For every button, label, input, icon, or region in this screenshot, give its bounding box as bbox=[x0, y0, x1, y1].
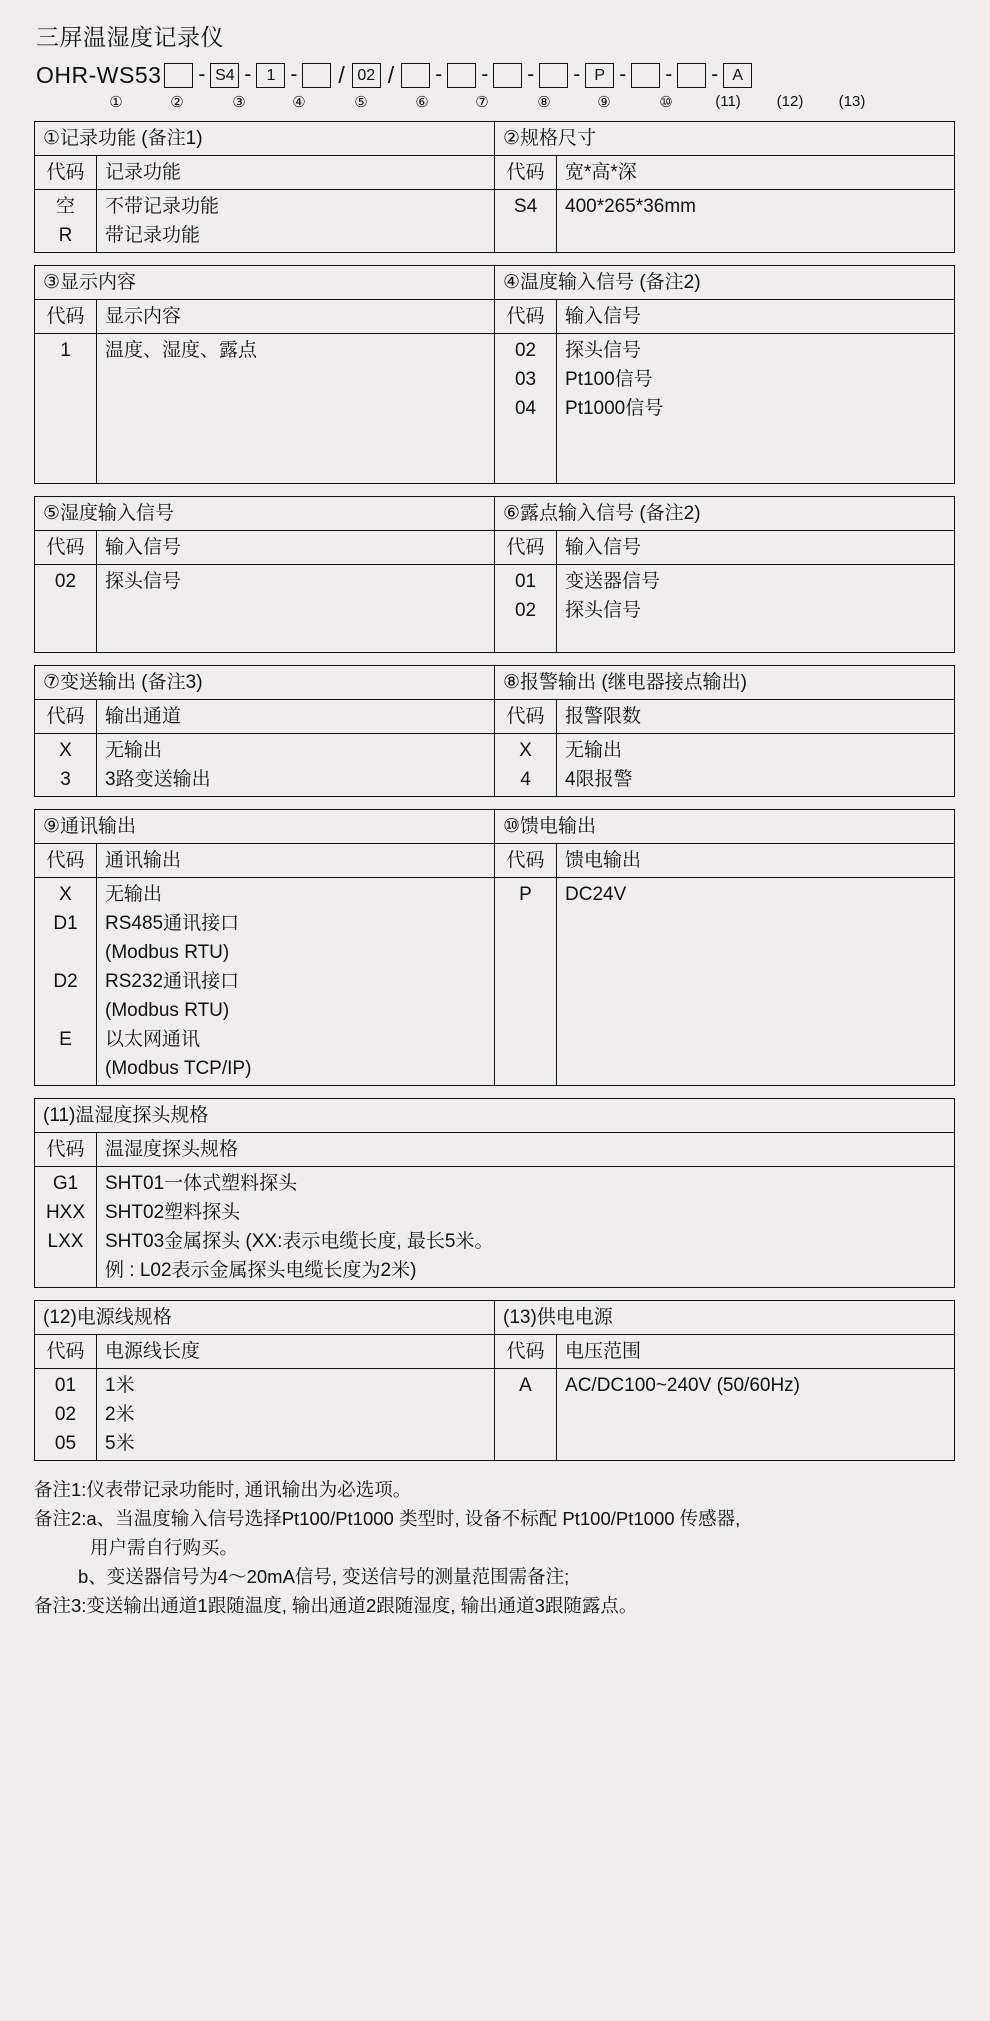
code-line: 02 bbox=[514, 340, 537, 361]
value-cell bbox=[557, 334, 955, 484]
marker-2: ② bbox=[170, 94, 184, 111]
marker-13: (13) bbox=[838, 93, 866, 110]
value-cell bbox=[557, 734, 955, 797]
col-header-value: 输入信号 bbox=[97, 531, 495, 565]
code-cell bbox=[35, 734, 97, 797]
table-row bbox=[35, 734, 955, 797]
code-line: 01 bbox=[514, 571, 537, 592]
model-sep: - bbox=[665, 63, 673, 86]
model-box-4[interactable] bbox=[302, 63, 331, 88]
code-cell bbox=[35, 1369, 97, 1461]
table-row bbox=[35, 1369, 955, 1461]
value-line: 例 : L02表示金属探头电缆长度为2米) bbox=[105, 1260, 417, 1281]
model-markers bbox=[34, 93, 956, 117]
note-1: 备注1:仪表带记录功能时, 通讯输出为必选项。 bbox=[34, 1479, 412, 1500]
section-header-7: ⑦变送输出 (备注3) bbox=[35, 666, 495, 700]
model-slash: / bbox=[338, 61, 345, 88]
marker-8: ⑧ bbox=[537, 94, 551, 111]
model-box-5[interactable]: 02 bbox=[352, 63, 381, 88]
model-box-3[interactable]: 1 bbox=[256, 63, 285, 88]
model-sep: - bbox=[711, 63, 719, 86]
model-sep: - bbox=[481, 63, 489, 86]
code-line: 02 bbox=[54, 1404, 77, 1425]
value-cell bbox=[557, 565, 955, 653]
col-header-code: 代码 bbox=[495, 700, 557, 734]
model-code-line bbox=[36, 58, 956, 92]
col-header-code: 代码 bbox=[35, 300, 97, 334]
section-header-3: ③显示内容 bbox=[35, 266, 495, 300]
section-4-table bbox=[34, 665, 955, 797]
table-row bbox=[35, 1301, 955, 1335]
value-line: 不带记录功能 bbox=[105, 196, 220, 217]
code-line: 02 bbox=[54, 571, 77, 592]
code-line: D2 bbox=[53, 971, 78, 992]
marker-1: ① bbox=[109, 94, 123, 111]
col-header-value: 馈电输出 bbox=[557, 844, 955, 878]
code-line: R bbox=[58, 225, 73, 246]
model-sep: - bbox=[527, 63, 535, 86]
model-sep: - bbox=[290, 63, 298, 86]
marker-9: ⑨ bbox=[597, 94, 611, 111]
code-line bbox=[43, 1054, 88, 1083]
col-header-code: 代码 bbox=[495, 300, 557, 334]
section-header-8: ⑧报警输出 (继电器接点输出) bbox=[495, 666, 955, 700]
value-cell bbox=[97, 878, 495, 1086]
table-row bbox=[35, 810, 955, 844]
table-row bbox=[35, 531, 955, 565]
code-line: 03 bbox=[514, 369, 537, 390]
col-header-code: 代码 bbox=[35, 844, 97, 878]
table-row bbox=[35, 122, 955, 156]
col-header-value: 输出通道 bbox=[97, 700, 495, 734]
section-header-12: (12)电源线规格 bbox=[35, 1301, 495, 1335]
table-row bbox=[35, 300, 955, 334]
table-row bbox=[35, 700, 955, 734]
marker-4: ④ bbox=[292, 94, 306, 111]
col-header-code: 代码 bbox=[35, 700, 97, 734]
section-header-13: (13)供电电源 bbox=[495, 1301, 955, 1335]
value-cell bbox=[557, 190, 955, 253]
model-box-1[interactable] bbox=[164, 63, 193, 88]
marker-11: (11) bbox=[715, 93, 741, 110]
code-cell bbox=[35, 878, 97, 1086]
code-line: 01 bbox=[54, 1375, 77, 1396]
value-line: 探头信号 bbox=[565, 600, 642, 621]
model-box-12[interactable] bbox=[677, 63, 706, 88]
model-sep: - bbox=[244, 63, 252, 86]
value-line: SHT01一体式塑料探头 bbox=[105, 1173, 298, 1194]
table-row bbox=[35, 844, 955, 878]
code-line: HXX bbox=[45, 1202, 86, 1223]
model-box-11[interactable] bbox=[631, 63, 660, 88]
table-row bbox=[35, 266, 955, 300]
code-line: D1 bbox=[53, 913, 78, 934]
value-line: RS232通讯接口 bbox=[105, 971, 240, 992]
section-header-10: ⑩馈电输出 bbox=[495, 810, 955, 844]
value-line: (Modbus RTU) bbox=[105, 942, 230, 963]
code-line: LXX bbox=[47, 1231, 84, 1252]
marker-3: ③ bbox=[232, 94, 246, 111]
marker-10: ⑩ bbox=[659, 94, 673, 111]
code-cell bbox=[495, 565, 557, 653]
model-box-13[interactable]: A bbox=[723, 63, 752, 88]
model-box-6[interactable] bbox=[401, 63, 430, 88]
model-sep: - bbox=[435, 63, 443, 86]
note-2a: 备注2:a、当温度输入信号选择Pt100/Pt1000 类型时, 设备不标配 Pt100/Pt1000 传感器, bbox=[34, 1508, 741, 1529]
section-header-6: ⑥露点输入信号 (备注2) bbox=[495, 497, 955, 531]
section-header-1: ①记录功能 (备注1) bbox=[35, 122, 495, 156]
marker-5: ⑤ bbox=[354, 94, 368, 111]
value-line: 无输出 bbox=[565, 740, 623, 761]
code-cell bbox=[35, 190, 97, 253]
code-cell bbox=[495, 1369, 557, 1461]
value-line: 温度、湿度、露点 bbox=[105, 340, 258, 361]
value-line: 以太网通讯 bbox=[105, 1029, 201, 1050]
value-line: 探头信号 bbox=[565, 340, 642, 361]
model-box-8[interactable] bbox=[493, 63, 522, 88]
section-header-2: ②规格尺寸 bbox=[495, 122, 955, 156]
section-power-table bbox=[34, 1300, 955, 1461]
code-cell bbox=[35, 334, 97, 484]
code-line bbox=[43, 938, 88, 967]
section-2-table bbox=[34, 265, 955, 484]
code-line bbox=[43, 1256, 88, 1285]
code-line: G1 bbox=[52, 1173, 79, 1194]
section-1-table bbox=[34, 121, 955, 253]
code-line bbox=[43, 996, 88, 1025]
table-row bbox=[35, 1167, 955, 1288]
value-cell bbox=[97, 190, 495, 253]
col-header-value: 显示内容 bbox=[97, 300, 495, 334]
col-header-value: 电源线长度 bbox=[97, 1335, 495, 1369]
notes-block bbox=[34, 1475, 956, 1620]
value-line: 3路变送输出 bbox=[105, 769, 211, 790]
col-header-value: 记录功能 bbox=[97, 156, 495, 190]
value-line: 1米 bbox=[105, 1375, 135, 1396]
note-2b: b、变送器信号为4〜20mA信号, 变送信号的测量范围需备注; bbox=[78, 1566, 570, 1587]
code-line: X bbox=[519, 740, 532, 761]
note-2a-cont: 用户需自行购买。 bbox=[90, 1537, 239, 1558]
value-line: RS485通讯接口 bbox=[105, 913, 240, 934]
model-prefix: OHR-WS53 bbox=[36, 61, 162, 88]
table-row bbox=[35, 878, 955, 1086]
col-header-value: 报警限数 bbox=[557, 700, 955, 734]
code-line: P bbox=[519, 884, 532, 905]
table-row bbox=[35, 334, 955, 484]
col-header-value: 宽*高*深 bbox=[557, 156, 955, 190]
col-header-code: 代码 bbox=[35, 1133, 97, 1167]
code-cell bbox=[35, 1167, 97, 1288]
code-line: 02 bbox=[514, 600, 537, 621]
code-cell bbox=[495, 190, 557, 253]
table-row bbox=[35, 1133, 955, 1167]
table-row bbox=[35, 190, 955, 253]
value-line: 5米 bbox=[105, 1433, 135, 1454]
value-line: 无输出 bbox=[105, 740, 163, 761]
model-box-9[interactable] bbox=[539, 63, 568, 88]
value-line: 无输出 bbox=[105, 884, 163, 905]
table-row bbox=[35, 156, 955, 190]
col-header-code: 代码 bbox=[35, 156, 97, 190]
code-line: X bbox=[59, 884, 72, 905]
value-line: 2米 bbox=[105, 1404, 135, 1425]
marker-7: ⑦ bbox=[475, 94, 489, 111]
value-cell bbox=[97, 334, 495, 484]
model-box-10[interactable]: P bbox=[585, 63, 614, 88]
value-line: (Modbus RTU) bbox=[105, 1000, 230, 1021]
code-line: 3 bbox=[60, 769, 71, 790]
value-line: 4限报警 bbox=[565, 769, 633, 790]
model-sep: - bbox=[619, 63, 627, 86]
section-probe-table bbox=[34, 1098, 955, 1288]
col-header-value: 输入信号 bbox=[557, 300, 955, 334]
note-3: 备注3:变送输出通道1跟随温度, 输出通道2跟随湿度, 输出通道3跟随露点。 bbox=[34, 1595, 638, 1616]
section-header-4: ④温度输入信号 (备注2) bbox=[495, 266, 955, 300]
model-sep: - bbox=[573, 63, 581, 86]
col-header-code: 代码 bbox=[35, 531, 97, 565]
code-line: 1 bbox=[60, 340, 71, 361]
code-line: 4 bbox=[520, 769, 531, 790]
table-row bbox=[35, 1099, 955, 1133]
section-header-9: ⑨通讯输出 bbox=[35, 810, 495, 844]
model-box-2[interactable]: S4 bbox=[210, 63, 239, 88]
col-header-value: 输入信号 bbox=[557, 531, 955, 565]
value-line: 变送器信号 bbox=[565, 571, 661, 592]
code-line: X bbox=[59, 740, 72, 761]
code-line: 05 bbox=[54, 1433, 77, 1454]
section-3-table bbox=[34, 496, 955, 653]
section-5-table bbox=[34, 809, 955, 1086]
section-header-11: (11)温湿度探头规格 bbox=[35, 1099, 955, 1133]
value-cell bbox=[97, 734, 495, 797]
col-header-code: 代码 bbox=[35, 1335, 97, 1369]
col-header-code: 代码 bbox=[495, 844, 557, 878]
value-line: 探头信号 bbox=[105, 571, 182, 592]
col-header-code: 代码 bbox=[495, 1335, 557, 1369]
code-cell bbox=[495, 734, 557, 797]
table-row bbox=[35, 565, 955, 653]
section-header-5: ⑤湿度输入信号 bbox=[35, 497, 495, 531]
code-line: 04 bbox=[514, 398, 537, 419]
value-line: 带记录功能 bbox=[105, 225, 201, 246]
code-line: S4 bbox=[513, 196, 538, 217]
col-header-value: 温湿度探头规格 bbox=[97, 1133, 955, 1167]
col-header-value: 通讯输出 bbox=[97, 844, 495, 878]
model-slash: / bbox=[387, 61, 395, 88]
code-line: E bbox=[59, 1029, 72, 1050]
value-line: (Modbus TCP/IP) bbox=[105, 1058, 252, 1079]
col-header-value: 电压范围 bbox=[557, 1335, 955, 1369]
value-cell bbox=[97, 565, 495, 653]
col-header-code: 代码 bbox=[495, 156, 557, 190]
value-line: 400*265*36mm bbox=[565, 196, 696, 217]
marker-12: (12) bbox=[776, 93, 804, 110]
value-cell bbox=[97, 1167, 955, 1288]
code-cell bbox=[495, 334, 557, 484]
code-line: 空 bbox=[55, 196, 75, 217]
model-sep: - bbox=[198, 63, 206, 86]
model-box-7[interactable] bbox=[447, 63, 476, 88]
value-cell bbox=[97, 1369, 495, 1461]
value-cell bbox=[557, 1369, 955, 1461]
table-row bbox=[35, 497, 955, 531]
table-row bbox=[35, 1335, 955, 1369]
value-line: DC24V bbox=[565, 884, 627, 905]
value-line: Pt100信号 bbox=[565, 369, 653, 390]
value-line: SHT03金属探头 (XX:表示电缆长度, 最长5米。 bbox=[105, 1231, 494, 1252]
page-title: 三屏温湿度记录仪 bbox=[36, 24, 224, 50]
col-header-code: 代码 bbox=[495, 531, 557, 565]
marker-6: ⑥ bbox=[415, 94, 429, 111]
code-cell bbox=[35, 565, 97, 653]
code-line: A bbox=[519, 1375, 532, 1396]
value-cell bbox=[557, 878, 955, 1086]
value-line: Pt1000信号 bbox=[565, 398, 664, 419]
table-row bbox=[35, 666, 955, 700]
value-line: SHT02塑料探头 bbox=[105, 1202, 241, 1223]
value-line: AC/DC100~240V (50/60Hz) bbox=[565, 1375, 801, 1396]
code-cell bbox=[495, 878, 557, 1086]
